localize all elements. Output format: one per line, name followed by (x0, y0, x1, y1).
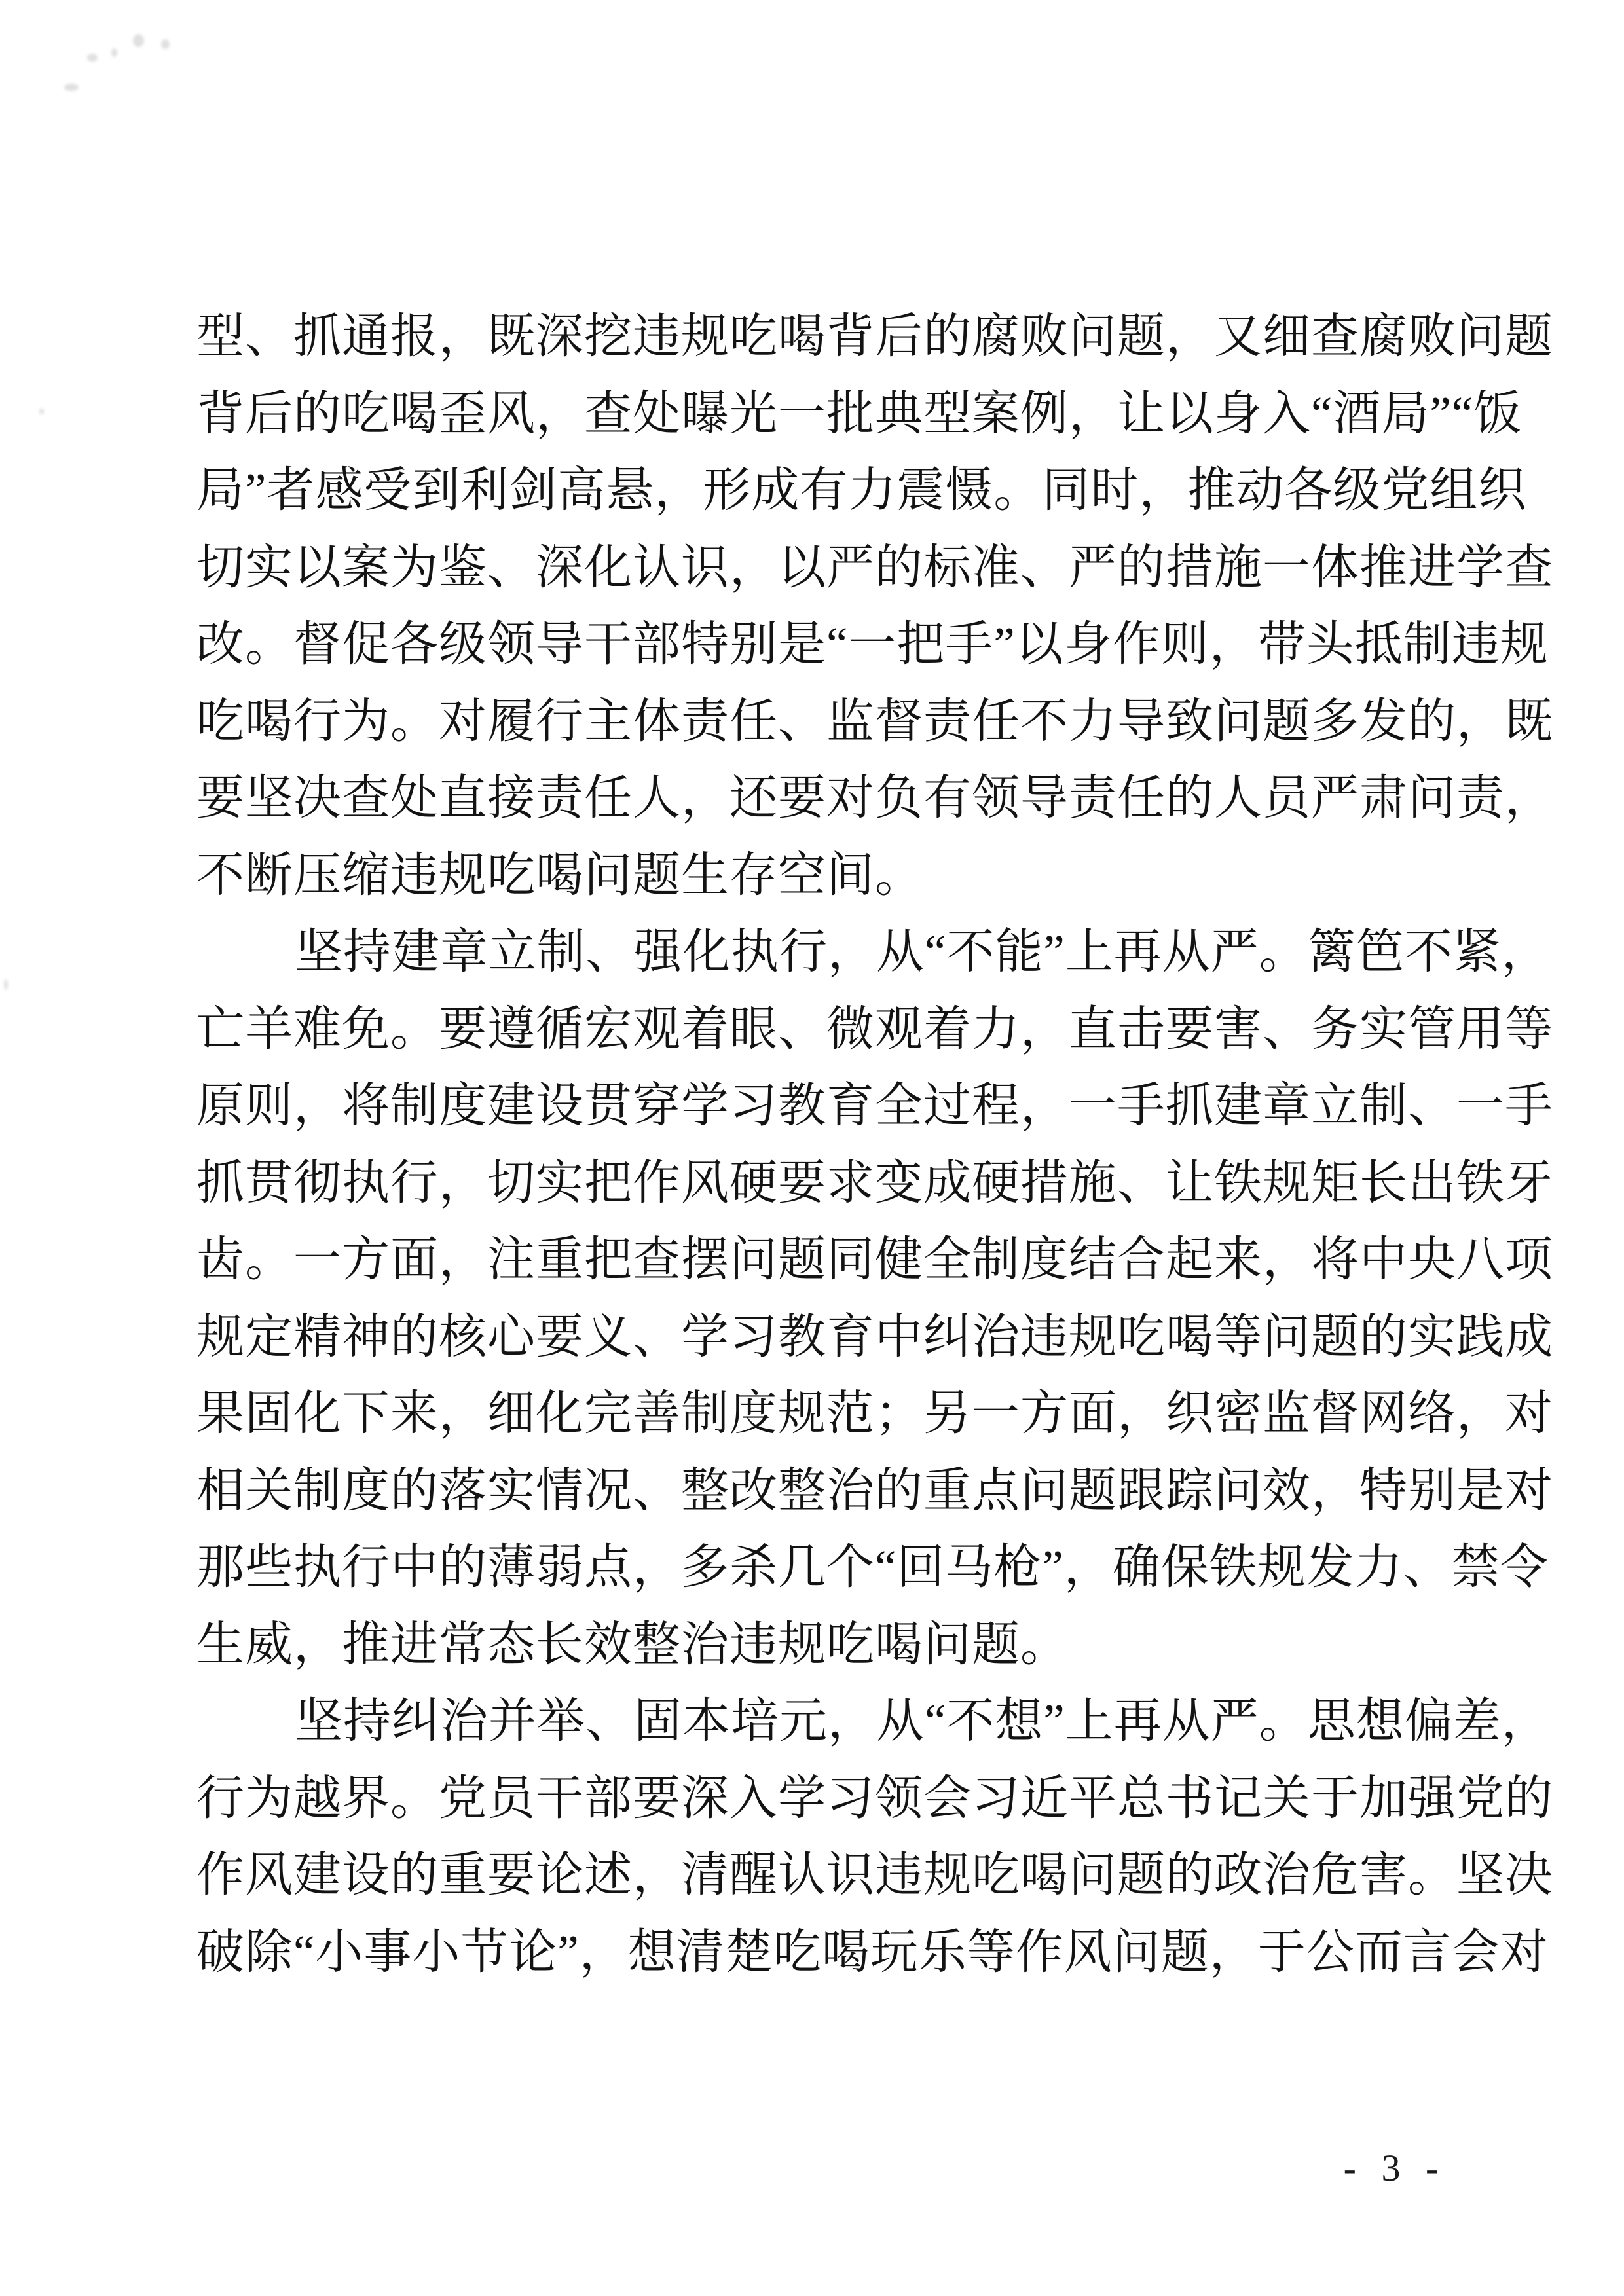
text-line: 作风建设的重要论述，清醒认识违规吃喝问题的政治危害。坚决 (196, 1848, 1553, 1901)
text-line: 改。督促各级领导干部特别是“一把手”以身作则，带头抵制违规 (196, 617, 1549, 670)
scan-speck (64, 84, 79, 91)
scan-speck (111, 48, 117, 57)
text-line: 坚持建章立制、强化执行，从“不能”上再从严。篱笆不紧， (295, 925, 1550, 978)
text-line: 齿。一方面，注重把查摆问题同健全制度结合起来，将中央八项 (196, 1233, 1553, 1286)
text-line: 果固化下来，细化完善制度规范；另一方面，织密监督网络，对 (196, 1387, 1553, 1440)
text-line: 破除“小事小节论”，想清楚吃喝玩乐等作风问题，于公而言会对 (196, 1925, 1549, 1978)
text-line: 原则，将制度建设贯穿学习教育全过程，一手抓建章立制、一手 (196, 1079, 1553, 1132)
text-line: 抓贯彻执行，切实把作风硬要求变成硬措施、让铁规矩长出铁牙 (196, 1156, 1553, 1209)
page-number: - 3 - (1343, 2147, 1447, 2189)
text-line: 切实以案为鉴、深化认识，以严的标准、严的措施一体推进学查 (196, 540, 1553, 594)
body-text (196, 298, 1553, 1990)
text-line: 行为越界。党员干部要深入学习领会习近平总书记关于加强党的 (196, 1771, 1553, 1825)
text-line: 生威，推进常态长效整治违规吃喝问题。 (196, 1617, 1069, 1671)
scan-speck (4, 979, 8, 990)
text-line: 局”者感受到利剑高悬，形成有力震慑。同时，推动各级党组织 (196, 464, 1527, 517)
text-line: 坚持纠治并举、固本培元，从“不想”上再从严。思想偏差， (295, 1694, 1550, 1747)
text-line: 相关制度的落实情况、整改整治的重点问题跟踪问效，特别是对 (196, 1463, 1553, 1517)
scan-speck (39, 409, 44, 414)
text-line: 型、抓通报，既深挖违规吃喝背后的腐败问题，又细查腐败问题 (196, 310, 1553, 363)
scan-speck (87, 54, 98, 62)
scan-speck (133, 34, 144, 47)
text-line: 规定精神的核心要义、学习教育中纠治违规吃喝等问题的实践成 (196, 1309, 1553, 1363)
text-line: 背后的吃喝歪风，查处曝光一批典型案例，让以身入“酒局”“饭 (196, 386, 1522, 440)
scan-speck (161, 39, 170, 49)
text-line: 亡羊难免。要遵循宏观着眼、微观着力，直击要害、务实管用等 (196, 1002, 1553, 1055)
text-line: 吃喝行为。对履行主体责任、监督责任不力导致问题多发的，既 (196, 694, 1553, 748)
text-line: 不断压缩违规吃喝问题生存空间。 (196, 848, 923, 902)
text-line: 要坚决查处直接责任人，还要对负有领导责任的人员严肃问责， (196, 771, 1553, 824)
text-line: 那些执行中的薄弱点，多杀几个“回马枪”，确保铁规发力、禁令 (196, 1540, 1549, 1594)
